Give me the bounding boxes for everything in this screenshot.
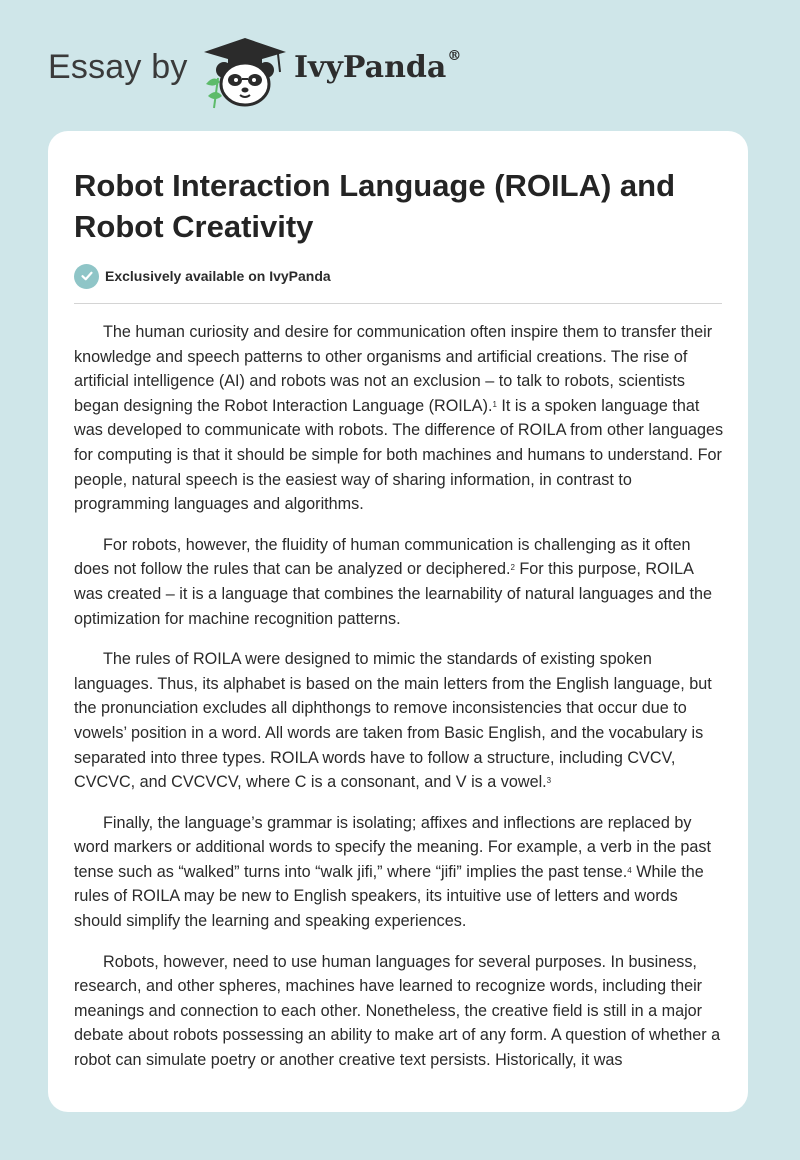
paragraph: For robots, however, the fluidity of human communication is challenging as it often does not follow the rules that can be analyzed or deciphered.$^2$ For this purpose, ROILA was created – it is a language that combines the learnability of natural languages and the optimization for machine recognition patterns. [74,535,713,628]
brand-name[interactable]: IvyPanda® [294,48,462,85]
paragraph: The human curiosity and desire for communication often inspire them to transfer their knowledge and speech patterns to other organisms and artificial creations. The rise of artificial intelligence (AI) and robots was not an exclusion – to talk to robots, scientists began designing the Robot Interaction Language (ROILA).$^1$ It is a spoken language that was developed to communicate with robots. The difference of ROILA from other languages for computing is that it should be simple for both machines and humans to understand. For people, natural speech is the easiest way of sharing information, in contrast to programming languages and algorithms. [74,323,724,514]
paragraph: Robots, however, need to use human languages for several purposes. In business, research, and other spheres, machines have learned to recognize words, including their meanings and connection to each other. Nonetheless, the creative field is still in a major debate about robots possessing an ability to make art of any form. A question of whether a robot can simulate poetry or another creative text persists. Historically, it was [74,952,721,1070]
title-divider [74,303,722,304]
page-title: Robot Interaction Language (ROILA) and Robot Creativity [74,168,676,244]
essay-by-label: Essay by [48,48,188,86]
footnote-ref[interactable]: 2 [510,563,515,573]
paragraph: The rules of ROILA were designed to mimic the standards of existing spoken languages. Thus, its alphabet is based on the main letters from the English language, but the pronunciation excludes all diphthongs to remove inconsistencies that occur due to vowels’ position in a word. All words are taken from Basic English, and the vocabulary is separated into three types. ROILA words have to follow a structure, including CVCV, CVCVC, and CVCVCV, where C is a consonant, and V is a vowel.$^3$ [74,650,712,792]
paragraph: Finally, the language’s grammar is isolating; affixes and inflections are replaced by word markers or additional words to specify the meaning. For example, a verb in the past tense such as “walked” turns into “walk jifi,” where “jifi” implies the past tense.$^4$ While the rules of ROILA may be new to English speakers, its intuitive use of letters and words should simplify the learning and speaking experiences. [74,813,712,931]
footnote-ref[interactable]: 4 [627,865,632,875]
registered-mark: ® [447,48,462,64]
essay-body [74,320,724,1089]
essay-card [48,131,748,1112]
site-header [0,0,800,120]
footnote-ref[interactable]: 1 [492,399,497,409]
footnote-ref[interactable]: 3 [546,776,552,786]
exclusive-badge [74,263,331,289]
panda-graduate-logo-icon[interactable] [200,34,290,110]
check-circle-icon [74,264,99,289]
exclusive-badge-label: Exclusively available on IvyPanda [105,268,331,284]
